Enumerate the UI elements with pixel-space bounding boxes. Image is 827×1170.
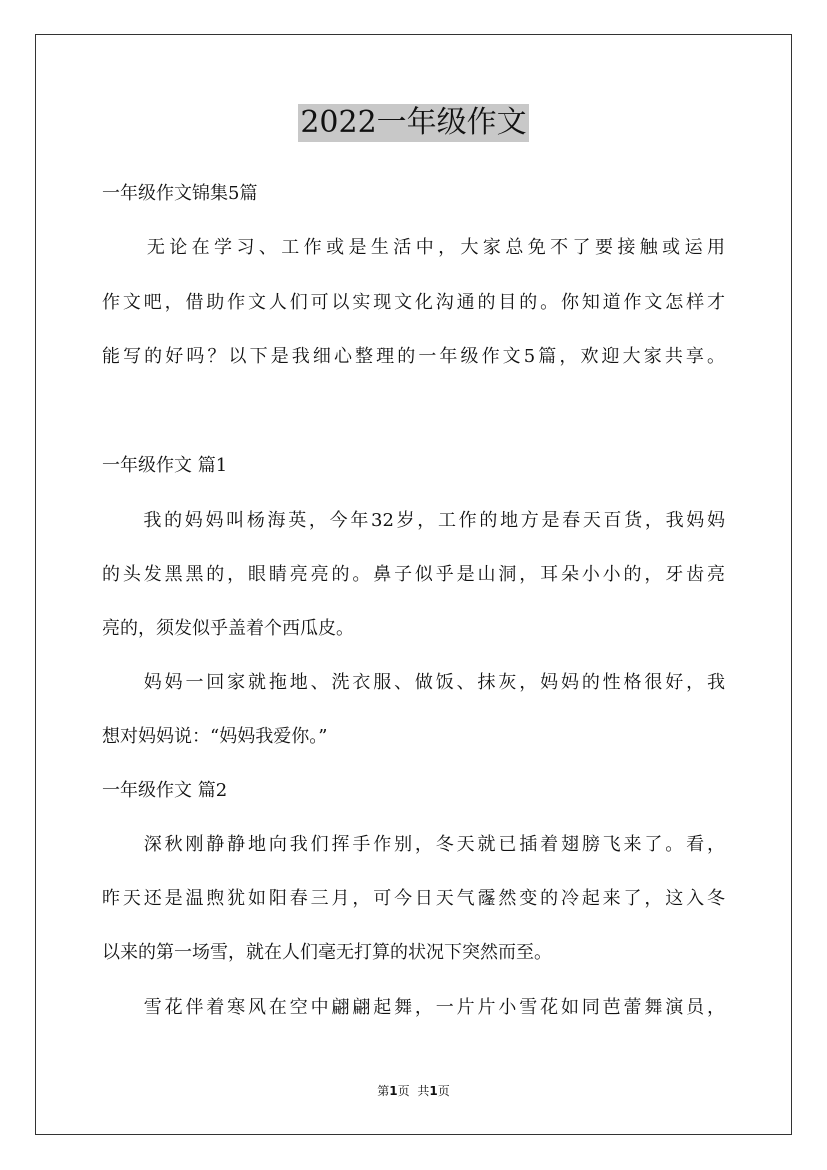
- footer-total-prefix: 共: [417, 1084, 430, 1098]
- document-title: 2022一年级作文: [300, 105, 527, 140]
- paragraph-line: 昨天还是温煦犹如阳春三月，可今日天气霳然变的冷起来了，这入冬: [102, 888, 725, 909]
- title-container: [0, 104, 827, 142]
- paragraph-line: 亮的，须发似乎盖着个西瓜皮。: [102, 618, 354, 639]
- footer-page-prefix: 第: [377, 1084, 390, 1098]
- footer-total-suffix: 页: [437, 1084, 450, 1098]
- paragraph-line: 我的妈妈叫杨海英，今年32岁，工作的地方是春天百货，我妈妈: [102, 510, 725, 531]
- paragraph-line: 想对妈妈说：“妈妈我爱你。”: [102, 726, 328, 747]
- footer-page-number: 1: [389, 1084, 398, 1098]
- paragraph-line: 妈妈一回家就拖地、洗衣服、做饭、抹灰，妈妈的性格很好，我: [102, 672, 725, 693]
- paragraph-line: 深秋刚静静地向我们挥手作别，冬天就已插着翅膀飞来了。看，: [102, 834, 725, 855]
- intro-line: 能写的好吗？以下是我细心整理的一年级作文5篇，欢迎大家共享。: [102, 346, 725, 367]
- section-heading: 一年级作文 篇2: [102, 780, 228, 801]
- section-heading: 一年级作文 篇1: [102, 455, 228, 476]
- paragraph-line: 雪花伴着寒风在空中翩翩起舞，一片片小雪花如同芭蕾舞演员，: [102, 997, 725, 1018]
- intro-line: 无论在学习、工作或是生活中，大家总免不了要接触或运用: [102, 237, 725, 258]
- intro-line: 作文吧，借助作文人们可以实现文化沟通的目的。你知道作文怎样才: [102, 292, 725, 313]
- footer-total-number: 1: [429, 1084, 438, 1098]
- document-subtitle: 一年级作文锦集5篇: [102, 183, 258, 204]
- footer-page-suffix: 页: [397, 1084, 410, 1098]
- page-footer: [0, 1083, 827, 1099]
- paragraph-line: 的头发黑黑的，眼睛亮亮的。鼻子似乎是山洞，耳朵小小的，牙齿亮: [102, 564, 725, 585]
- paragraph-line: 以来的第一场雪，就在人们毫无打算的状况下突然而至。: [102, 942, 552, 963]
